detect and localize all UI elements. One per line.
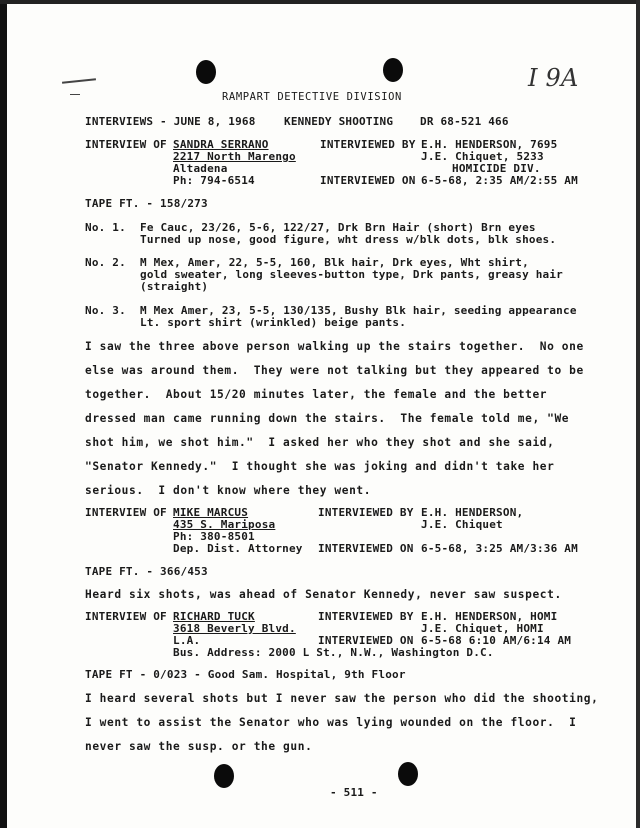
- person-description: (straight): [140, 280, 209, 293]
- interviewee-phone: Ph: 794-6514: [173, 174, 255, 187]
- division-title: RAMPART DETECTIVE DIVISION: [222, 91, 402, 103]
- interviewed-on-value: 6-5-68, 3:25 AM/3:36 AM: [421, 542, 578, 555]
- interviewed-by-label: INTERVIEWED BY: [318, 506, 414, 519]
- interviewed-by-label: INTERVIEWED BY: [318, 610, 414, 623]
- tape-footage: TAPE FT. - 366/453: [85, 565, 208, 578]
- punch-hole-bottom-right: [398, 762, 418, 786]
- scan-edge-left: [0, 0, 7, 828]
- statement-line: shot him, we shot him." I asked her who they shot and she said,: [85, 436, 555, 449]
- scan-edge-top: [0, 0, 640, 4]
- stray-mark: [70, 94, 80, 95]
- dr-number: DR 68-521 466: [420, 115, 509, 128]
- person-number: No. 2.: [85, 256, 126, 269]
- statement-line: Heard six shots, was ahead of Senator Kennedy, never saw suspect.: [85, 588, 562, 601]
- punch-hole-top-left: [196, 60, 216, 84]
- interviewed-on-label: INTERVIEWED ON: [318, 634, 414, 647]
- page-number: - 511 -: [330, 786, 378, 799]
- person-description: M Mex, Amer, 22, 5-5, 160, Blk hair, Drk eyes, Wht shirt,: [140, 256, 529, 269]
- stray-mark: [62, 78, 96, 84]
- statement-line: together. About 15/20 minutes later, the female and the better: [85, 388, 548, 401]
- interviewee-address: 435 S. Mariposa: [173, 518, 276, 531]
- person-description: Lt. sport shirt (wrinkled) beige pants.: [140, 316, 407, 329]
- interviewer-2: J.E. Chiquet, 5233: [421, 150, 544, 163]
- scan-edge-right: [636, 0, 640, 828]
- punch-hole-bottom-left: [214, 764, 234, 788]
- interviewee-city: Altadena: [173, 162, 228, 175]
- interviewer-2: J.E. Chiquet: [421, 518, 503, 531]
- statement-line: I went to assist the Senator who was lying wounded on the floor. I: [85, 716, 577, 729]
- person-number: No. 1.: [85, 221, 126, 234]
- person-description: gold sweater, long sleeves-button type, Drk pants, greasy hair: [140, 268, 563, 281]
- statement-line: never saw the susp. or the gun.: [85, 740, 313, 753]
- interviewed-by-label: INTERVIEWED BY: [320, 138, 416, 151]
- interviews-date: INTERVIEWS - JUNE 8, 1968: [85, 115, 256, 128]
- statement-line: I saw the three above person walking up the stairs together. No one: [85, 340, 584, 353]
- statement-line: I heard several shots but I never saw the person who did the shooting,: [85, 692, 599, 705]
- interviewed-on-value: 6-5-68, 2:35 AM/2:55 AM: [421, 174, 578, 187]
- interviewer-2: J.E. Chiquet, HOMI: [421, 622, 544, 635]
- interviewer-division: HOMICIDE DIV.: [452, 162, 541, 175]
- person-description: Turned up nose, good figure, wht dress w/blk dots, blk shoes.: [140, 233, 557, 246]
- interviewed-on-label: INTERVIEWED ON: [320, 174, 416, 187]
- interviewee-title: Dep. Dist. Attorney: [173, 542, 303, 555]
- interviewee-name: RICHARD TUCK: [173, 610, 255, 623]
- person-description: Fe Cauc, 23/26, 5-6, 122/27, Drk Brn Hair (short) Brn eyes: [140, 221, 536, 234]
- interviewee-city: L.A.: [173, 634, 201, 647]
- tape-footage: TAPE FT. - 158/273: [85, 197, 208, 210]
- statement-line: "Senator Kennedy." I thought she was joking and didn't take her: [85, 460, 555, 473]
- case-subject: KENNEDY SHOOTING: [284, 115, 394, 128]
- interviewee-address: 2217 North Marengo: [173, 150, 296, 163]
- interviewed-on-value: 6-5-68 6:10 AM/6:14 AM: [421, 634, 572, 647]
- interview-label: INTERVIEW OF: [85, 610, 167, 623]
- handwritten-note: I 9A: [528, 64, 579, 92]
- interviewer-1: E.H. HENDERSON, 7695: [421, 138, 558, 151]
- punch-hole-top-right: [383, 58, 403, 82]
- interviewee-address: 3618 Beverly Blvd.: [173, 622, 296, 635]
- statement-line: else was around them. They were not talking but they appeared to be: [85, 364, 584, 377]
- business-address: Bus. Address: 2000 L St., N.W., Washington D.C.: [173, 646, 494, 659]
- statement-line: serious. I don't know where they went.: [85, 484, 372, 497]
- interview-label: INTERVIEW OF: [85, 506, 167, 519]
- interviewed-on-label: INTERVIEWED ON: [318, 542, 414, 555]
- tape-footage: TAPE FT - 0/023 - Good Sam. Hospital, 9th Floor: [85, 668, 406, 681]
- statement-line: dressed man came running down the stairs. The female told me, "We: [85, 412, 570, 425]
- interviewee-name: SANDRA SERRANO: [173, 138, 269, 151]
- person-number: No. 3.: [85, 304, 126, 317]
- interview-label: INTERVIEW OF: [85, 138, 167, 151]
- interviewee-phone: Ph: 380-8501: [173, 530, 255, 543]
- interviewer-1: E.H. HENDERSON, HOMI: [421, 610, 558, 623]
- person-description: M Mex Amer, 23, 5-5, 130/135, Bushy Blk hair, seeding appearance: [140, 304, 577, 317]
- interviewee-name: MIKE MARCUS: [173, 506, 249, 519]
- interviewer-1: E.H. HENDERSON,: [421, 506, 524, 519]
